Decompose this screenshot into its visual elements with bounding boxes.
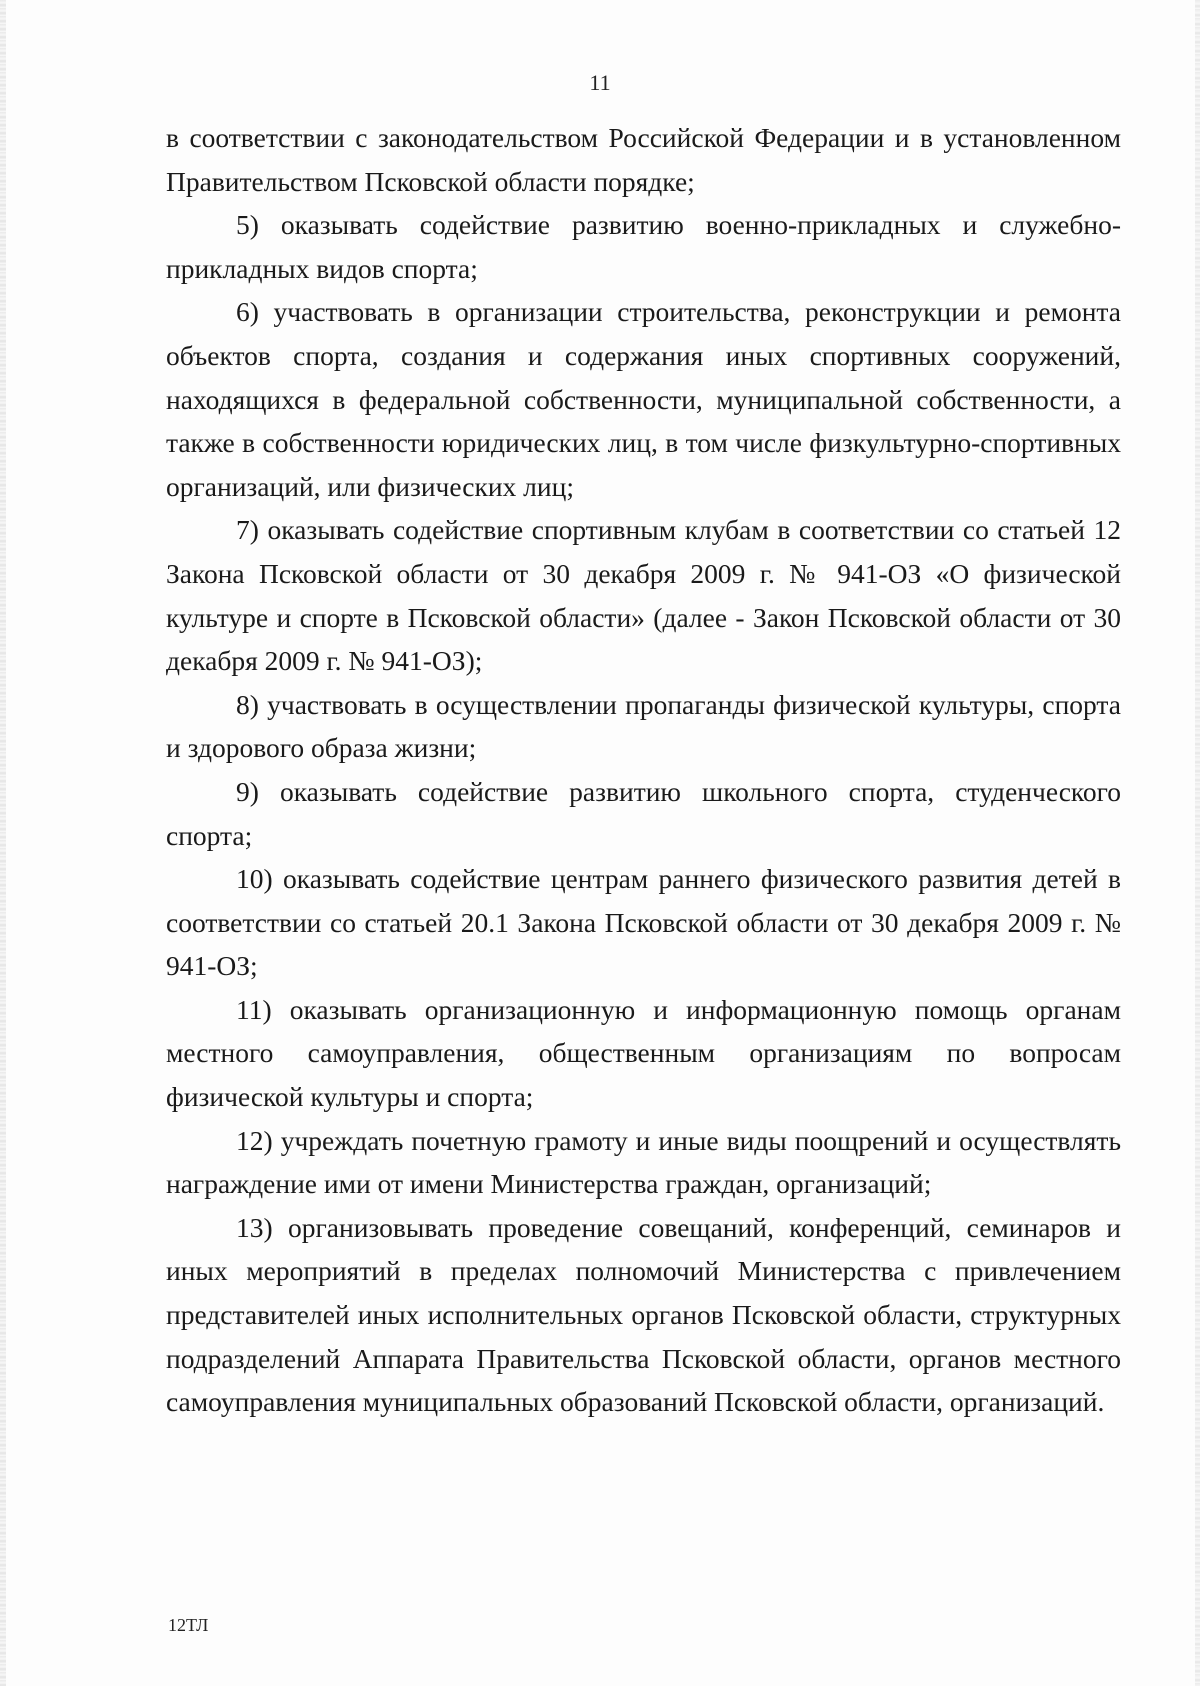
scan-edge-right <box>1195 0 1200 1686</box>
paragraph-item-13: 13) организовывать проведение совещаний, конференций, семинаров и иных мероприятий в пределах полномочий Министерства с привлечением представителей иных исполнительных органов Псковской области, структурных подразделений Аппарата Правительства Псковской области, органов местного самоуправления муниципальных образований Псковской области, организаций. <box>166 1211 1121 1418</box>
footer-document-code: 12ТЛ <box>168 1615 209 1635</box>
paragraph-item-7: 7) оказывать содействие спортивным клубам в соответствии со статьей 12 Закона Псковской области от 30 декабря 2009 г. № 941-ОЗ «О физической культуре и спорте в Псковской области» (далее - Закон Псковской области от 30 декабря 2009 г. № 941-ОЗ); <box>166 514 1121 677</box>
paragraph-continuation: в соответствии с законодательством Российской Федерации и в установленном Правительством Псковской области порядке; <box>166 122 1121 197</box>
paragraph-item-12: 12) учреждать почетную грамоту и иные виды поощрений и осуществлять награждение ими от имени Министерства граждан, организаций; <box>166 1124 1121 1200</box>
paragraph-item-6: 6) участвовать в организации строительства, реконструкции и ремонта объектов спорта, создания и содержания иных спортивных сооружений, находящихся в федеральной собственности, муниципальной собственности, а также в собственности юридических лиц, в том числе физкультурно-спортивных организаций, или физических лиц; <box>166 296 1121 502</box>
paragraph-item-8: 8) участвовать в осуществлении пропаганды физической культуры, спорта и здорового образа жизни; <box>166 688 1121 764</box>
paragraph-item-5: 5) оказывать содействие развитию военно-прикладных и служебно-прикладных видов спорта; <box>166 209 1121 284</box>
paragraph-item-9: 9) оказывать содействие развитию школьного спорта, студенческого спорта; <box>166 775 1121 851</box>
paragraph-item-10: 10) оказывать содействие центрам раннего физического развития детей в соответствии со статьей 20.1 Закона Псковской области от 30 декабря 2009 г. № 941-ОЗ; <box>166 863 1121 982</box>
document-body <box>166 116 1121 1424</box>
page-number: 11 <box>589 70 611 95</box>
paragraph-item-11: 11) оказывать организационную и информационную помощь органам местного самоуправления, общественным организациям по вопросам физической культуры и спорта; <box>166 993 1121 1113</box>
scan-edge-left <box>0 0 6 1686</box>
